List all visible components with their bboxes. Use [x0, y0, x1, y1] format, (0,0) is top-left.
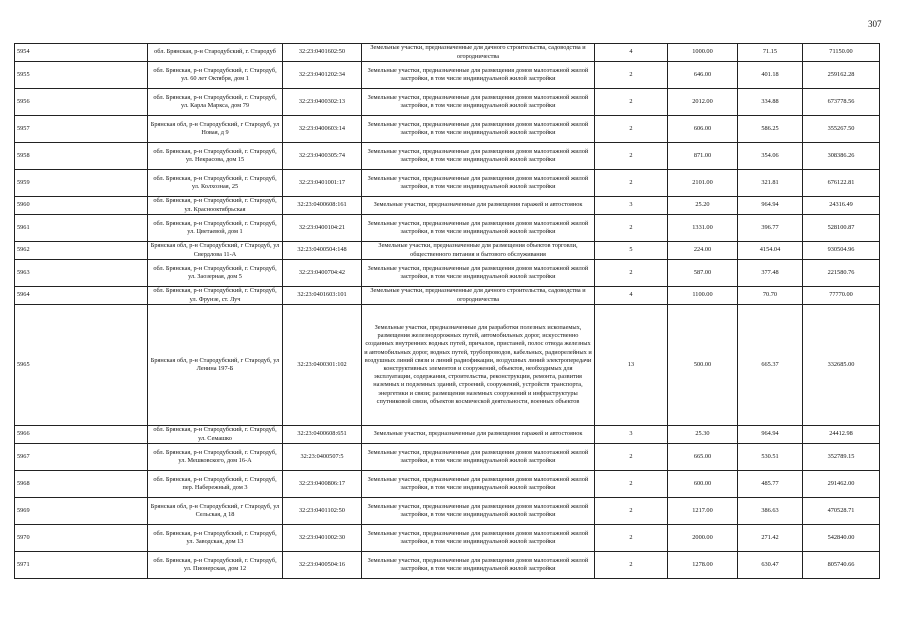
land-use-cell: Земельные участки, предназначенные для размещения домов малоэтажной жилой застройки, в том числе индивидуальной жилой застройки [362, 215, 595, 242]
cadastral-value-cell: 291462.00 [803, 471, 880, 498]
cadastral-value-cell: 542840.00 [803, 525, 880, 552]
area-cell: 871.00 [668, 143, 738, 170]
specific-value-cell: 396.77 [738, 215, 803, 242]
cadastral-number-cell: 32:23:0400504:148 [283, 242, 362, 260]
cadastral-value-cell: 355267.50 [803, 116, 880, 143]
group-code-cell: 2 [595, 89, 668, 116]
row-number: 5968 [15, 471, 148, 498]
address-cell: обл. Брянская, р-н Стародубский, г. Стародуб, ул. Краснооктябрьская [148, 197, 283, 215]
cadastral-number-cell: 32:23:0400608:161 [283, 197, 362, 215]
cadastral-number-cell: 32:23:0400504:16 [283, 552, 362, 579]
address-cell: обл. Брянская, р-н Стародубский, г. Стародуб, ул. Карла Маркса, дом 79 [148, 89, 283, 116]
cadastral-number-cell: 32:23:0401102:50 [283, 498, 362, 525]
table-row [15, 444, 880, 471]
group-code-cell: 2 [595, 498, 668, 525]
specific-value-cell: 4154.04 [738, 242, 803, 260]
group-code-cell: 3 [595, 426, 668, 444]
table-row [15, 197, 880, 215]
row-number: 5964 [15, 287, 148, 305]
address-cell: Брянская обл, р-н Стародубский, г Стародуб, ул Свердлова 11-А [148, 242, 283, 260]
group-code-cell: 4 [595, 44, 668, 62]
cadastral-number-cell: 32:23:0400104:21 [283, 215, 362, 242]
cadastral-value-cell: 308386.26 [803, 143, 880, 170]
cadastral-number-cell: 32:23:0400302:13 [283, 89, 362, 116]
area-cell: 1278.00 [668, 552, 738, 579]
row-number: 5957 [15, 116, 148, 143]
cadastral-value-table [14, 43, 880, 579]
table-row [15, 116, 880, 143]
group-code-cell: 2 [595, 444, 668, 471]
area-cell: 665.00 [668, 444, 738, 471]
area-cell: 500.00 [668, 305, 738, 426]
group-code-cell: 2 [595, 471, 668, 498]
group-code-cell: 2 [595, 170, 668, 197]
specific-value-cell: 354.06 [738, 143, 803, 170]
address-cell: Брянская обл, р-н Стародубский, г Стародуб, ул Ленина 197-Б [148, 305, 283, 426]
table-row [15, 471, 880, 498]
cadastral-number-cell: 32:23:0401602:50 [283, 44, 362, 62]
land-use-cell: Земельные участки, предназначенные для размещения домов малоэтажной жилой застройки, в том числе индивидуальной жилой застройки [362, 62, 595, 89]
area-cell: 224.00 [668, 242, 738, 260]
cadastral-value-cell: 221580.76 [803, 260, 880, 287]
address-cell: обл. Брянская, р-н Стародубский, г. Стародуб, ул. Заводская, дом 13 [148, 525, 283, 552]
area-cell: 25.20 [668, 197, 738, 215]
row-number: 5962 [15, 242, 148, 260]
table-row [15, 498, 880, 525]
address-cell: обл. Брянская, р-н Стародубский, г. Стародуб, ул. Некрасова, дом 15 [148, 143, 283, 170]
address-cell: обл. Брянская, р-н Стародубский, г. Стародуб, ул. Семашко [148, 426, 283, 444]
cadastral-value-cell: 673778.56 [803, 89, 880, 116]
area-cell: 1100.00 [668, 287, 738, 305]
group-code-cell: 5 [595, 242, 668, 260]
land-use-cell: Земельные участки, предназначенные для дачного строительства, садоводства и огородничества [362, 287, 595, 305]
address-cell: обл. Брянская, р-н Стародубский, г. Стародуб, ул. 60 лет Октября, дом 1 [148, 62, 283, 89]
row-number: 5960 [15, 197, 148, 215]
specific-value-cell: 530.51 [738, 444, 803, 471]
row-number: 5971 [15, 552, 148, 579]
cadastral-number-cell: 32:23:0401202:34 [283, 62, 362, 89]
area-cell: 1217.00 [668, 498, 738, 525]
address-cell: обл. Брянская, р-н Стародубский, г. Стародуб [148, 44, 283, 62]
land-use-cell: Земельные участки, предназначенные для размещения домов малоэтажной жилой застройки, в том числе индивидуальной жилой застройки [362, 143, 595, 170]
specific-value-cell: 586.25 [738, 116, 803, 143]
cadastral-number-cell: 32:23:0400806:17 [283, 471, 362, 498]
cadastral-number-cell: 32:23:0400704:42 [283, 260, 362, 287]
land-use-cell: Земельные участки, предназначенные для размещения гаражей и автостоянок [362, 426, 595, 444]
table-row [15, 44, 880, 62]
land-use-cell: Земельные участки, предназначенные для размещения домов малоэтажной жилой застройки, в том числе индивидуальной жилой застройки [362, 116, 595, 143]
address-cell: обл. Брянская, р-н Стародубский, г. Стародуб, ул. Пионерская, дом 12 [148, 552, 283, 579]
table-row [15, 287, 880, 305]
group-code-cell: 2 [595, 525, 668, 552]
land-use-cell: Земельные участки, предназначенные для размещения домов малоэтажной жилой застройки, в том числе индивидуальной жилой застройки [362, 552, 595, 579]
specific-value-cell: 71.15 [738, 44, 803, 62]
land-use-cell: Земельные участки, предназначенные для размещения домов малоэтажной жилой застройки, в том числе индивидуальной жилой застройки [362, 498, 595, 525]
land-use-cell: Земельные участки, предназначенные для размещения гаражей и автостоянок [362, 197, 595, 215]
land-use-cell: Земельные участки, предназначенные для размещения домов малоэтажной жилой застройки, в том числе индивидуальной жилой застройки [362, 444, 595, 471]
cadastral-value-cell: 676122.81 [803, 170, 880, 197]
land-use-cell: Земельные участки, предназначенные для дачного строительства, садоводства и огородничества [362, 44, 595, 62]
cadastral-value-cell: 470528.71 [803, 498, 880, 525]
area-cell: 1000.00 [668, 44, 738, 62]
row-number: 5963 [15, 260, 148, 287]
cadastral-number-cell: 32:23:0400301:102 [283, 305, 362, 426]
address-cell: обл. Брянская, р-н Стародубский, г. Стародуб, пер. Набережный, дом 3 [148, 471, 283, 498]
area-cell: 646.00 [668, 62, 738, 89]
land-use-cell: Земельные участки, предназначенные для размещения домов малоэтажной жилой застройки, в том числе индивидуальной жилой застройки [362, 471, 595, 498]
row-number: 5966 [15, 426, 148, 444]
table-row [15, 260, 880, 287]
row-number: 5958 [15, 143, 148, 170]
specific-value-cell: 334.88 [738, 89, 803, 116]
group-code-cell: 2 [595, 116, 668, 143]
specific-value-cell: 630.47 [738, 552, 803, 579]
specific-value-cell: 964.94 [738, 197, 803, 215]
cadastral-value-cell: 930504.96 [803, 242, 880, 260]
table-row [15, 215, 880, 242]
group-code-cell: 2 [595, 62, 668, 89]
table-row [15, 552, 880, 579]
group-code-cell: 13 [595, 305, 668, 426]
row-number: 5967 [15, 444, 148, 471]
land-use-cell: Земельные участки, предназначенные для размещения объектов торговли, общественного питания и бытового обслуживания [362, 242, 595, 260]
row-number: 5970 [15, 525, 148, 552]
table-row [15, 143, 880, 170]
address-cell: Брянская обл, р-н Стародубский, г Стародуб, ул Сельская, д 18 [148, 498, 283, 525]
table-row [15, 525, 880, 552]
cadastral-number-cell: 32:23:0400305:74 [283, 143, 362, 170]
land-use-cell: Земельные участки, предназначенные для размещения домов малоэтажной жилой застройки, в том числе индивидуальной жилой застройки [362, 260, 595, 287]
cadastral-number-cell: 32:23:0400507:5 [283, 444, 362, 471]
address-cell: обл. Брянская, р-н Стародубский, г. Стародуб, ул. Цветаевой, дом 1 [148, 215, 283, 242]
cadastral-value-cell: 528100.87 [803, 215, 880, 242]
specific-value-cell: 271.42 [738, 525, 803, 552]
row-number: 5965 [15, 305, 148, 426]
specific-value-cell: 665.37 [738, 305, 803, 426]
table-row [15, 89, 880, 116]
cadastral-value-cell: 805740.66 [803, 552, 880, 579]
area-cell: 2000.00 [668, 525, 738, 552]
row-number: 5955 [15, 62, 148, 89]
area-cell: 25.30 [668, 426, 738, 444]
table-row [15, 242, 880, 260]
address-cell: обл. Брянская, р-н Стародубский, г. Стародуб, ул. Заозерная, дом 5 [148, 260, 283, 287]
land-use-cell: Земельные участки, предназначенные для размещения домов малоэтажной жилой застройки, в том числе индивидуальной жилой застройки [362, 525, 595, 552]
address-cell: Брянская обл, р-н Стародубский, г Стародуб, ул Новая, д 9 [148, 116, 283, 143]
page-number: 307 [868, 19, 882, 29]
table-body [15, 44, 880, 579]
specific-value-cell: 386.63 [738, 498, 803, 525]
cadastral-value-cell: 71150.00 [803, 44, 880, 62]
cadastral-value-cell: 77770.00 [803, 287, 880, 305]
cadastral-value-cell: 24316.49 [803, 197, 880, 215]
specific-value-cell: 377.48 [738, 260, 803, 287]
group-code-cell: 2 [595, 143, 668, 170]
cadastral-value-cell: 332685.00 [803, 305, 880, 426]
area-cell: 606.00 [668, 116, 738, 143]
area-cell: 600.00 [668, 471, 738, 498]
table-row [15, 170, 880, 197]
table-row [15, 62, 880, 89]
land-use-cell: Земельные участки, предназначенные для размещения домов малоэтажной жилой застройки, в том числе индивидуальной жилой застройки [362, 89, 595, 116]
cadastral-value-cell: 259162.28 [803, 62, 880, 89]
cadastral-number-cell: 32:23:0400608:651 [283, 426, 362, 444]
cadastral-value-cell: 352789.15 [803, 444, 880, 471]
cadastral-number-cell: 32:23:0400603:14 [283, 116, 362, 143]
table-row [15, 305, 880, 426]
address-cell: обл. Брянская, р-н Стародубский, г. Стародуб, ул. Колхозная, 25 [148, 170, 283, 197]
area-cell: 2012.00 [668, 89, 738, 116]
specific-value-cell: 321.81 [738, 170, 803, 197]
row-number: 5959 [15, 170, 148, 197]
address-cell: обл. Брянская, р-н Стародубский, г. Стародуб, ул. Фрунзе, ст. Луч [148, 287, 283, 305]
address-cell: обл. Брянская, р-н Стародубский, г. Стародуб, ул. Мешковского, дом 16-А [148, 444, 283, 471]
group-code-cell: 3 [595, 197, 668, 215]
row-number: 5969 [15, 498, 148, 525]
specific-value-cell: 964.94 [738, 426, 803, 444]
table-row [15, 426, 880, 444]
specific-value-cell: 485.77 [738, 471, 803, 498]
land-use-cell: Земельные участки, предназначенные для разработки полезных ископаемых, размещения железнодорожных путей, автомобильных дорог, искусственно созданных внутренних водных путей, причалов, пристаней, полос отвода железных и автомобильных дорог, водных путей, трубопроводов, кабельных, радиорелейных и воздушных линий связи и линий радиофикации, воздушных линий электропередачи конструктивных элементов и сооружений, объектов, необходимых для эксплуатации, содержания, строительства, реконструкции, ремонта, развития наземных и подземных зданий, строений, сооружений, устройств транспорта, энергетики и связи; размещения наземных сооружений и инфраструктуры спутниковой связи, объектов космической деятельности, военных объектов [362, 305, 595, 426]
row-number: 5954 [15, 44, 148, 62]
land-use-cell: Земельные участки, предназначенные для размещения домов малоэтажной жилой застройки, в том числе индивидуальной жилой застройки [362, 170, 595, 197]
group-code-cell: 4 [595, 287, 668, 305]
group-code-cell: 2 [595, 552, 668, 579]
row-number: 5961 [15, 215, 148, 242]
specific-value-cell: 70.70 [738, 287, 803, 305]
area-cell: 1331.00 [668, 215, 738, 242]
cadastral-value-cell: 24412.98 [803, 426, 880, 444]
specific-value-cell: 401.18 [738, 62, 803, 89]
group-code-cell: 2 [595, 215, 668, 242]
area-cell: 587.00 [668, 260, 738, 287]
cadastral-number-cell: 32:23:0401002:30 [283, 525, 362, 552]
group-code-cell: 2 [595, 260, 668, 287]
cadastral-number-cell: 32:23:0401001:17 [283, 170, 362, 197]
cadastral-number-cell: 32:23:0401603:101 [283, 287, 362, 305]
row-number: 5956 [15, 89, 148, 116]
area-cell: 2101.00 [668, 170, 738, 197]
